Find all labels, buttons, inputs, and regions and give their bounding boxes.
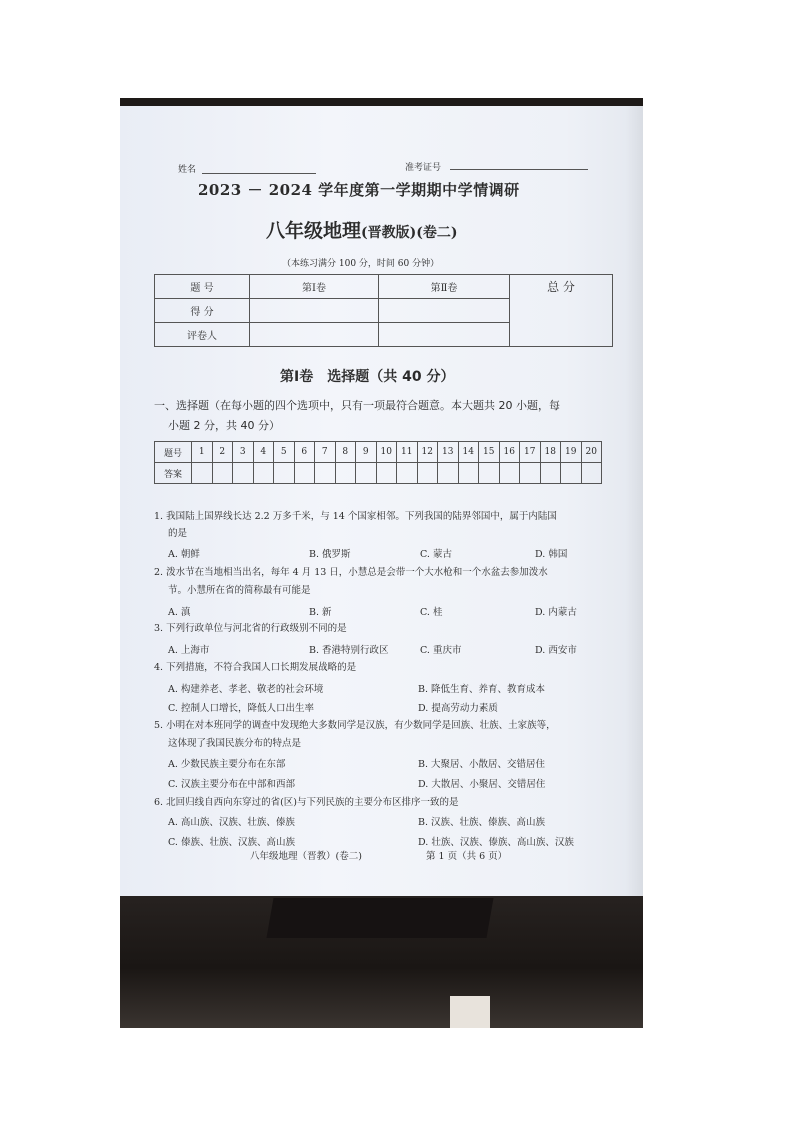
question-option: B. 汉族、壮族、傣族、高山族	[418, 817, 546, 828]
question-stem: 这体现了我国民族分布的特点是	[168, 738, 302, 749]
answer-cell[interactable]	[561, 463, 582, 484]
question-option: B. 大聚居、小散居、交错居住	[418, 759, 546, 770]
question-option: B. 俄罗斯	[309, 549, 351, 560]
answer-table-number: 11	[397, 442, 418, 463]
footer-subject: 八年级地理（晋教）(卷二)	[250, 851, 362, 862]
score-cell[interactable]	[379, 299, 510, 323]
question-stem: 3. 下列行政单位与河北省的行政级别不同的是	[154, 623, 347, 634]
answer-table-number: 8	[335, 442, 356, 463]
section-heading: 第Ⅰ卷 选择题（共 40 分）	[280, 369, 455, 385]
section-instruction: 一、选择题（在每小题的四个选项中，只有一项最符合题意。本大题共 20 小题，每	[154, 399, 560, 412]
answer-table-number: 10	[376, 442, 397, 463]
answer-cell[interactable]	[458, 463, 479, 484]
answer-table-number: 20	[581, 442, 602, 463]
question-option: C. 控制人口增长，降低人口出生率	[168, 703, 314, 714]
exam-subtitle: （本练习满分 100 分，时间 60 分钟）	[282, 259, 440, 269]
footer-page: 第 1 页（共 6 页）	[426, 851, 508, 862]
answer-table-number: 17	[520, 442, 541, 463]
name-label: 姓名	[178, 165, 197, 175]
question-option: D. 大散居、小聚居、交错居住	[418, 779, 546, 790]
exam-paper	[120, 106, 643, 896]
question-option: D. 壮族、汉族、傣族、高山族、汉族	[418, 837, 574, 848]
answer-table-number: 18	[540, 442, 561, 463]
score-cell[interactable]	[250, 299, 379, 323]
score-row-label: 得 分	[155, 299, 250, 323]
answer-cell[interactable]	[212, 463, 233, 484]
answer-table-ans-label: 答案	[155, 463, 192, 484]
answer-table-num-label: 题号	[155, 442, 192, 463]
volume: (卷二)	[416, 225, 458, 241]
id-label: 准考证号	[405, 163, 442, 173]
question-stem: 2. 泼水节在当地相当出名，每年 4 月 13 日，小慧总是会带一个大水枪和一个水盆去参加泼水	[154, 567, 548, 578]
question-option: A. 朝鲜	[168, 549, 200, 560]
answer-table-number: 13	[438, 442, 459, 463]
answer-cell[interactable]	[479, 463, 500, 484]
score-cell[interactable]	[379, 323, 510, 347]
answer-table-number: 19	[561, 442, 582, 463]
question-option: C. 傣族、壮族、汉族、高山族	[168, 837, 295, 848]
subject-title	[266, 216, 458, 243]
answer-cell[interactable]	[315, 463, 336, 484]
answer-cell[interactable]	[397, 463, 418, 484]
question-option: A. 上海市	[168, 645, 210, 656]
score-row-label: 评卷人	[155, 323, 250, 347]
score-cell[interactable]	[250, 323, 379, 347]
answer-table-number: 5	[274, 442, 295, 463]
question-option: B. 新	[309, 607, 332, 618]
score-row-label: 题 号	[155, 275, 250, 299]
question-option: C. 蒙古	[420, 549, 452, 560]
edition: (晋教版)	[361, 225, 417, 241]
score-part2: 第Ⅱ卷	[379, 275, 510, 299]
answer-table-number: 9	[356, 442, 377, 463]
answer-cell[interactable]	[253, 463, 274, 484]
answer-table-number: 7	[315, 442, 336, 463]
question-stem: 4. 下列措施，不符合我国人口长期发展战略的是	[154, 662, 357, 673]
question-option: D. 提高劳动力素质	[418, 703, 498, 714]
subject-name: 八年级地理	[266, 220, 362, 242]
answer-cell[interactable]	[233, 463, 254, 484]
question-option: B. 香港特别行政区	[309, 645, 389, 656]
answer-table-number: 4	[253, 442, 274, 463]
score-total: 总 分	[510, 275, 613, 347]
question-stem: 5. 小明在对本班同学的调查中发现绝大多数同学是汉族，有少数同学是回族、壮族、土家族等，	[154, 720, 556, 731]
section-instruction-cont: 小题 2 分，共 40 分）	[168, 419, 280, 432]
question-stem: 1. 我国陆上国界线长达 2.2 万多千米，与 14 个国家相邻。下列我国的陆界邻国中，属于内陆国	[154, 511, 557, 522]
answer-table-number: 6	[294, 442, 315, 463]
question-option: D. 韩国	[535, 549, 568, 560]
question-option: C. 汉族主要分布在中部和西部	[168, 779, 295, 790]
question-stem: 的是	[168, 528, 188, 539]
question-option: B. 降低生育、养育、教育成本	[418, 684, 546, 695]
answer-cell[interactable]	[294, 463, 315, 484]
name-field[interactable]	[202, 173, 316, 174]
id-field[interactable]	[450, 169, 588, 170]
question-option: A. 少数民族主要分布在东部	[168, 759, 286, 770]
answer-cell[interactable]	[192, 463, 213, 484]
answer-table-number: 14	[458, 442, 479, 463]
question-option: A. 构建养老、孝老、敬老的社会环境	[168, 684, 324, 695]
answer-cell[interactable]	[438, 463, 459, 484]
answer-table-number: 2	[212, 442, 233, 463]
paper-tab	[450, 996, 490, 1028]
answer-table-number: 15	[479, 442, 500, 463]
answer-cell[interactable]	[540, 463, 561, 484]
desk-shadow	[266, 898, 493, 938]
answer-cell[interactable]	[499, 463, 520, 484]
question-stem: 6. 北回归线自西向东穿过的省(区)与下列民族的主要分布区排序一致的是	[154, 797, 459, 808]
question-option: D. 西安市	[535, 645, 577, 656]
answer-cell[interactable]	[581, 463, 602, 484]
exam-title: 2023 － 2024 学年度第一学期期中学情调研	[198, 181, 520, 199]
exam-photo	[120, 98, 643, 1028]
question-option: C. 桂	[420, 607, 443, 618]
answer-cell[interactable]	[520, 463, 541, 484]
answer-table-number: 12	[417, 442, 438, 463]
answer-cell[interactable]	[335, 463, 356, 484]
question-stem: 节。小慧所在省的简称最有可能是	[168, 585, 311, 596]
answer-cell[interactable]	[356, 463, 377, 484]
answer-table	[154, 441, 602, 484]
answer-table-number: 16	[499, 442, 520, 463]
answer-table-number: 1	[192, 442, 213, 463]
answer-cell[interactable]	[417, 463, 438, 484]
question-option: A. 滇	[168, 607, 191, 618]
question-option: C. 重庆市	[420, 645, 462, 656]
question-option: D. 内蒙古	[535, 607, 577, 618]
answer-cell[interactable]	[274, 463, 295, 484]
score-table	[154, 274, 613, 347]
score-part1: 第Ⅰ卷	[250, 275, 379, 299]
answer-cell[interactable]	[376, 463, 397, 484]
answer-table-number: 3	[233, 442, 254, 463]
question-option: A. 高山族、汉族、壮族、傣族	[168, 817, 295, 828]
